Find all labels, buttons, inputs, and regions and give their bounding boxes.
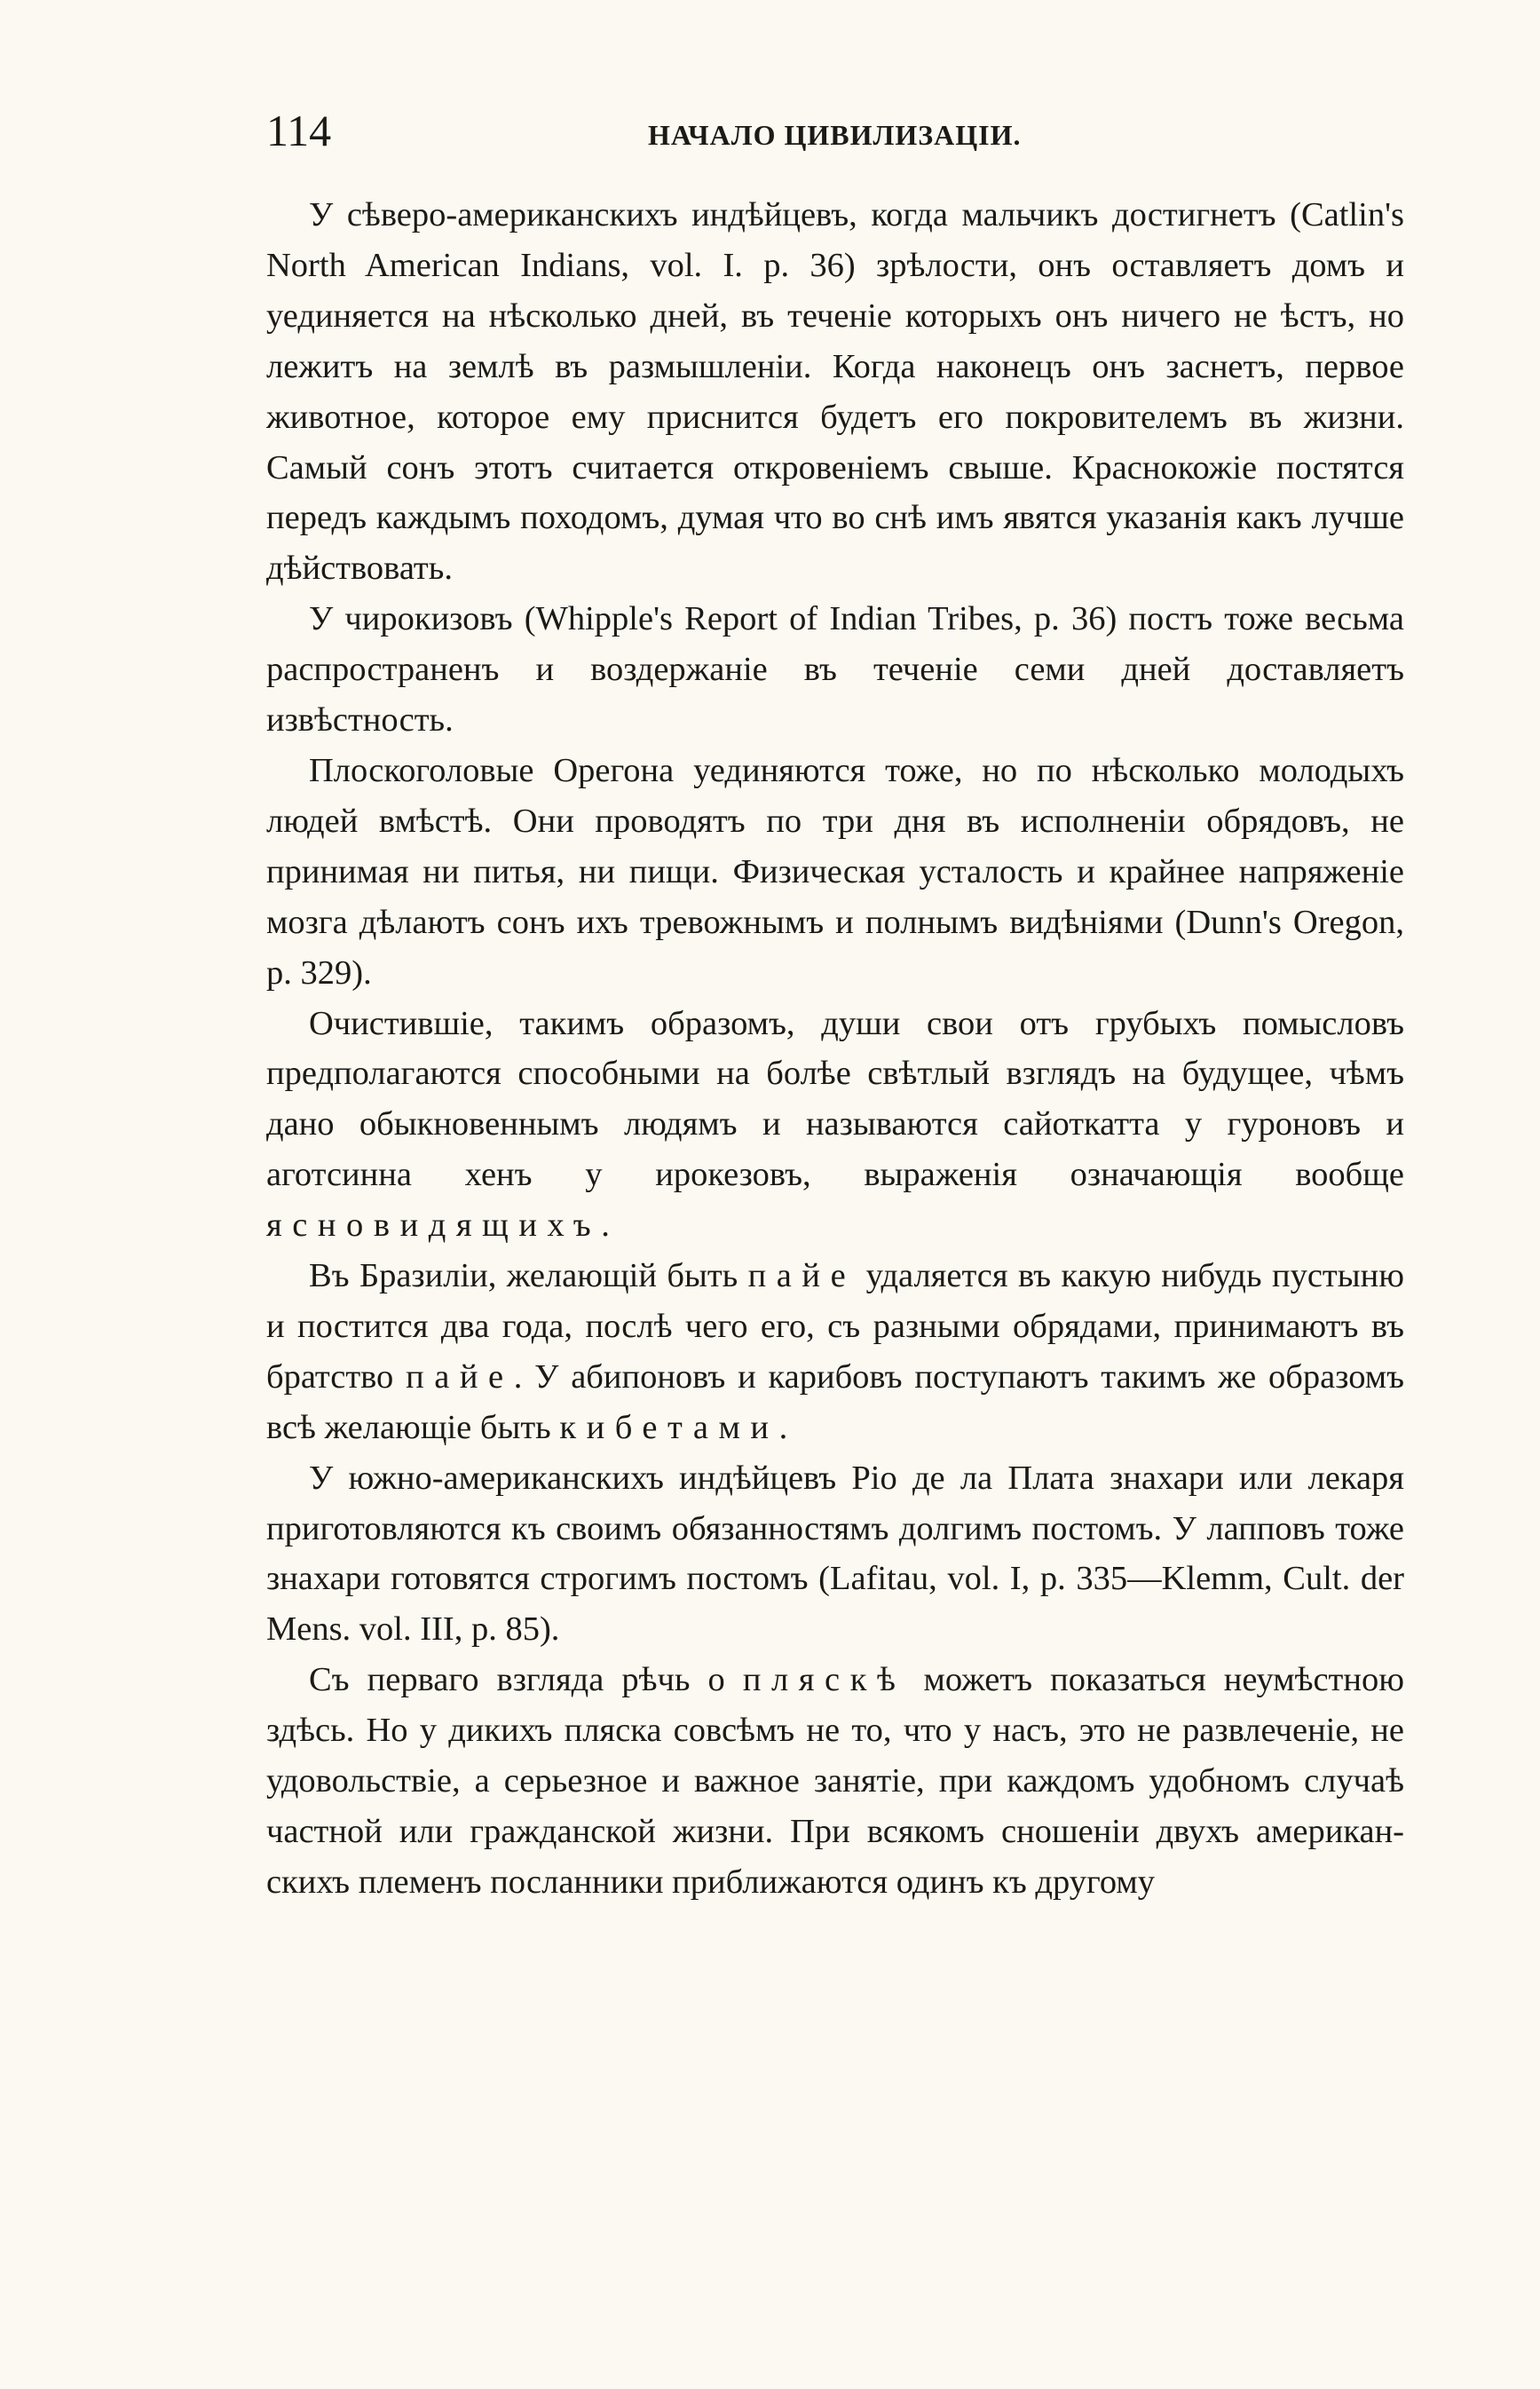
text-run: .	[601, 1206, 610, 1245]
text-run: У сѣверо-американскихъ индѣйцевъ, когда мальчикъ достигнетъ (Catlin's North American Indians, vol. I. p. 36) зрѣлости, онъ оставляетъ домъ и уединяется на нѣсколько дней, въ теченіе которыхъ онъ ничего не ѣстъ, но лежитъ на землѣ въ размышленіи. Когда наконецъ онъ заснетъ, первое животное, которое ему приснится будетъ его покровителемъ въ жизни. Самый сонъ этотъ считается откровеніемъ свыше. Краснокожіе постятся передъ каждымъ походомъ, думая что во снѣ имъ явятся указанія какъ лучше дѣйствовать.	[266, 196, 1404, 588]
text-run: У чирокизовъ (Whipple's Report of Indian Tribes, p. 36) постъ тоже весьма распространенъ и воздержаніе въ теченіе семи дней доставляетъ извѣстность.	[266, 600, 1404, 740]
text-run: . У абипоновъ и карибовъ поступаютъ такимъ же образомъ всѣ желающіе быть	[266, 1357, 1404, 1446]
spaced-emphasis: пайе	[747, 1257, 857, 1295]
text-run: Очистившіе, такимъ образомъ, души свои отъ грубыхъ помысловъ предполагаются способными на болѣе свѣтлый взглядъ на будущее, чѣмъ дано обыкновеннымъ людямъ и называются сайоткатта у гуроновъ и аготсинна хенъ у ирокезовъ, выраженія означающія вообще	[266, 1004, 1404, 1194]
paragraph	[266, 594, 1404, 746]
page-number: 114	[266, 106, 332, 155]
spaced-emphasis: пайе	[406, 1357, 514, 1396]
text-run: можетъ показаться неумѣстною здѣсь. Но у дикихъ пляска совсѣмъ не то, что у насъ, это не развлеченіе, не удовольствіе, а серьезное и важное занятіе, при каждомъ удобномъ случаѣ частной или гражданской жизни. При всякомъ сношеніи двухъ американскихъ племенъ посланники приближаются одинъ къ другому	[266, 1661, 1405, 1901]
paragraph	[266, 1251, 1404, 1453]
text-run: Плоскоголовые Орегона уединяются тоже, но по нѣсколько молодыхъ людей вмѣстѣ. Они проводятъ по три дня въ исполненіи обрядовъ, не принимая ни питья, ни пищи. Физическая усталость и крайнее напряженіе мозга дѣлаютъ сонъ ихъ тревожнымъ и полнымъ видѣніями (Dunn's Oregon, p. 329).	[266, 751, 1404, 992]
text-run: Въ Бразиліи, желающій быть	[309, 1257, 748, 1295]
text-run: удаляется въ какую нибудь пустыню и постится два года, послѣ чего его, съ разными обрядами, принимаютъ въ братство	[266, 1257, 1404, 1396]
text-run: .	[778, 1408, 788, 1446]
paragraph	[266, 746, 1404, 999]
spaced-emphasis: ясновидящихъ	[266, 1206, 602, 1245]
paragraph	[266, 1655, 1404, 1908]
spaced-emphasis: пляскѣ	[742, 1661, 906, 1699]
paragraph	[266, 999, 1404, 1252]
text-run: У южно-американскихъ индѣйцевъ Ріо де ла Плата знахари или лекаря приготовляются къ своимъ обязанностямъ долгимъ постомъ. У лапповъ тоже знахари готовятся строгимъ постомъ (Lafitau, vol. I, p. 335—Klemm, Cult. der Mens. vol. III, p. 85).	[266, 1459, 1404, 1649]
text-run: Съ перваго взгляда рѣчь о	[309, 1661, 743, 1699]
spaced-emphasis: кибетами	[559, 1408, 779, 1446]
running-title: НАЧАЛО ЦИВИЛИЗАЦІИ.	[648, 119, 1022, 151]
paragraph	[266, 190, 1404, 594]
page-header	[266, 105, 1404, 167]
paragraph	[266, 1453, 1404, 1656]
body-text	[266, 190, 1404, 1908]
